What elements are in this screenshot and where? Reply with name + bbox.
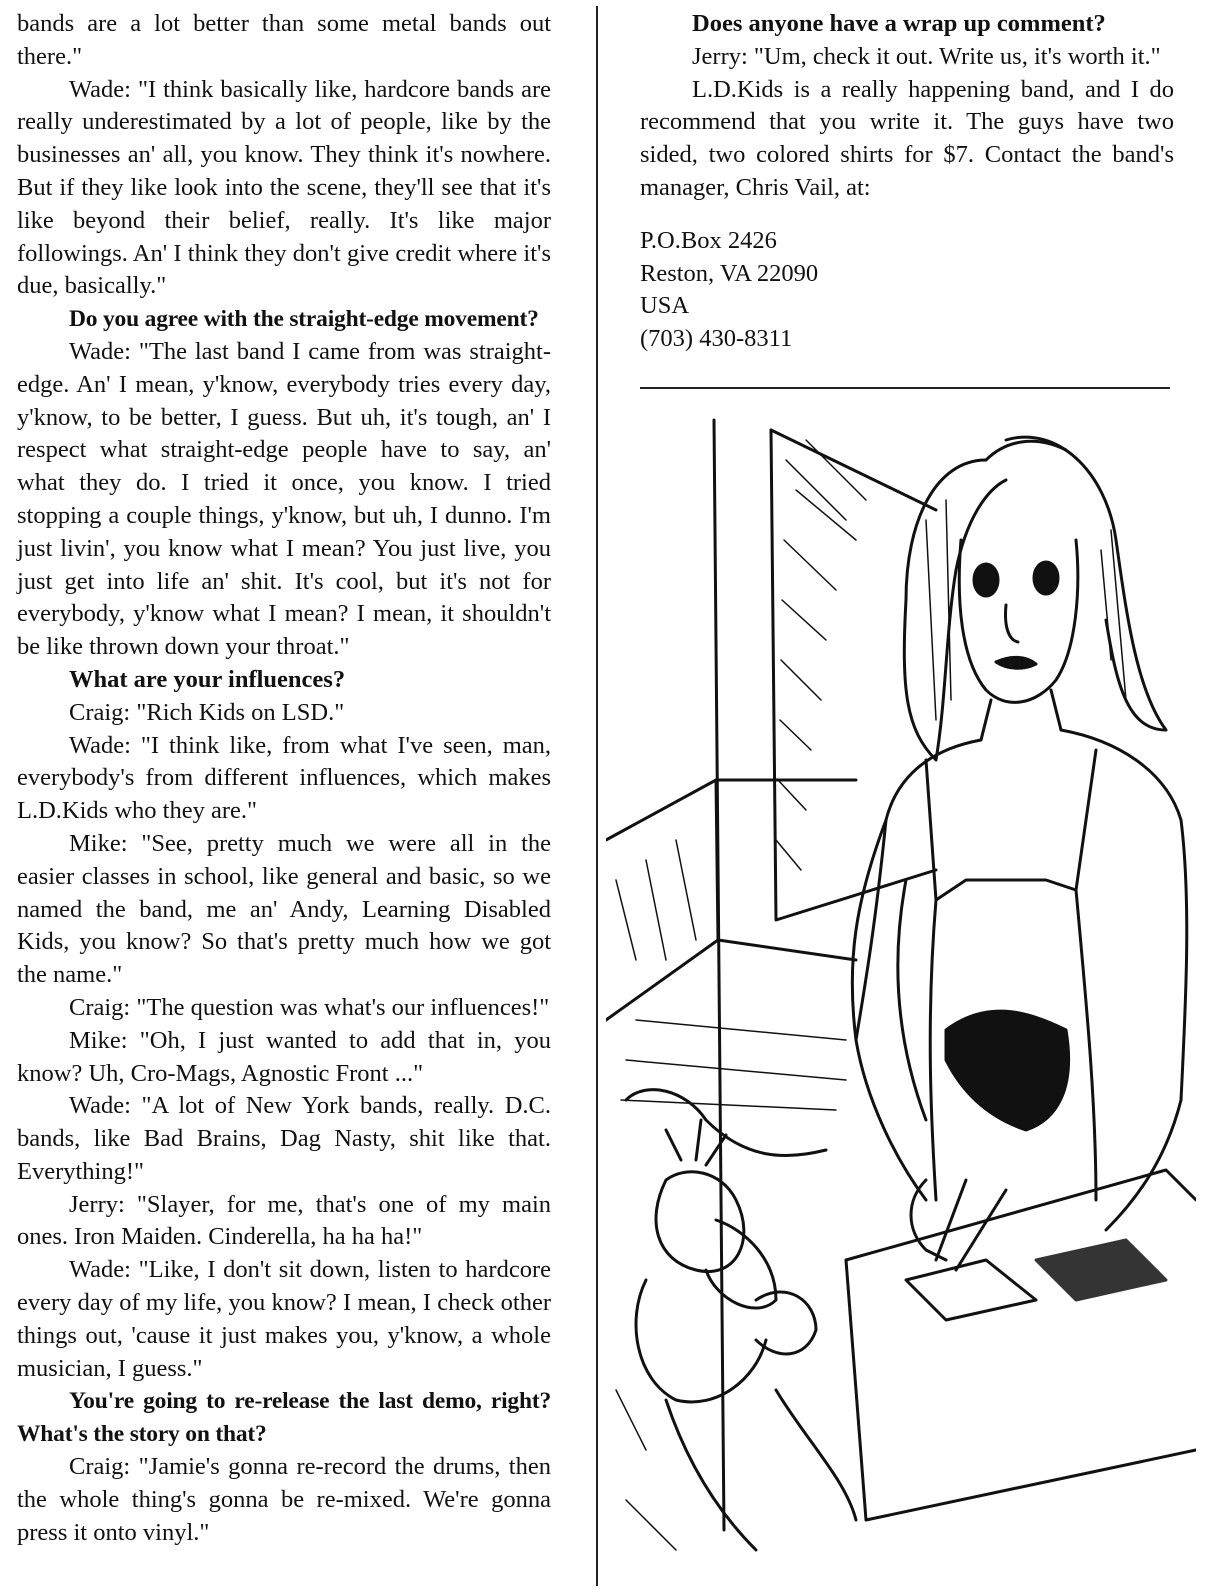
paragraph: Wade: "A lot of New York bands, really. D.C. bands, like Bad Brains, Dag Nasty, shit like that. Everything!"	[17, 1092, 551, 1185]
paragraph: Mike: "Oh, I just wanted to add that in, you know? Uh, Cro-Mags, Agnostic Front ..."	[17, 1026, 551, 1087]
paragraph: Craig: "The question was what's our influences!"	[69, 993, 550, 1021]
question-heading: Does anyone have a wrap up comment?	[692, 10, 1106, 37]
paragraph: Wade: "I think basically like, hardcore bands are really underestimated by a lot of people, like by the businesses an' all, you know. They think it's nowhere. But if they like look into the scene, they'll see that it's like beyond their belief, really. It's like major followings. An' I think they don't give credit where it's due, basically."	[17, 75, 551, 300]
paragraph: Wade: "Like, I don't sit down, listen to hardcore every day of my life, you know? I mean, I check other things out, 'cause it just makes you, y'know, a whole musician, I guess."	[17, 1256, 551, 1382]
column-divider	[596, 6, 598, 1586]
paragraph: Wade: "The last band I came from was straight-edge. An' I mean, y'know, everybody tries every day, y'know, to be better, I guess. But uh, it's tough, an' I respect what straight-edge people have to say, an' what they do. I tried it once, you know. I tried stopping a couple things, y'know, but uh, I dunno. I'm just livin', you know what I mean? You just live, you just get into life an' shit. It's cool, but it's not for everybody, y'know what I mean? I mean, it shouldn't be like thrown down your throat."	[17, 337, 551, 661]
address-line: Reston, VA 22090	[640, 259, 819, 287]
address-line: P.O.Box 2426	[640, 226, 777, 254]
paragraph: Wade: "I think like, from what I've seen, man, everybody's from different influences, which makes L.D.Kids who they are."	[17, 731, 551, 825]
paragraph: L.D.Kids is a really happening band, and I do recommend that you write it. The guys have two sided, two colored shirts for $7. Contact the band's manager, Chris Vail, at:	[640, 75, 1174, 201]
paragraph: Jerry: "Um, check it out. Write us, it's worth it."	[692, 42, 1161, 70]
question-heading: You're going to re-release the last demo, right? What's the story on that?	[17, 1388, 551, 1448]
horizontal-rule	[640, 387, 1170, 389]
paragraph: Craig: "Jamie's gonna re-record the drums, then the whole thing's gonna be re-mixed. We're gonna press it onto vinyl."	[17, 1453, 551, 1546]
paragraph: Craig: "Rich Kids on LSD."	[69, 698, 345, 726]
question-heading: What are your influences?	[69, 665, 346, 693]
right-column	[640, 8, 1174, 356]
address-line: USA	[640, 292, 690, 320]
paragraph: Jerry: "Slayer, for me, that's one of my main ones. Iron Maiden. Cinderella, ha ha ha!"	[17, 1190, 551, 1251]
contact-address	[640, 225, 1174, 356]
left-column	[17, 8, 551, 1549]
paragraph: Mike: "See, pretty much we were all in the easier classes in school, like general and basic, so we named the band, me an' Andy, Learning Disabled Kids, you know? So that's pretty much how we got the name."	[17, 829, 551, 989]
pen-illustration-woman-chopping	[606, 400, 1196, 1590]
paragraph: bands are a lot better than some metal bands out there."	[17, 10, 551, 70]
address-line: (703) 430-8311	[640, 325, 793, 353]
question-heading: Do you agree with the straight-edge movement?	[69, 306, 539, 333]
